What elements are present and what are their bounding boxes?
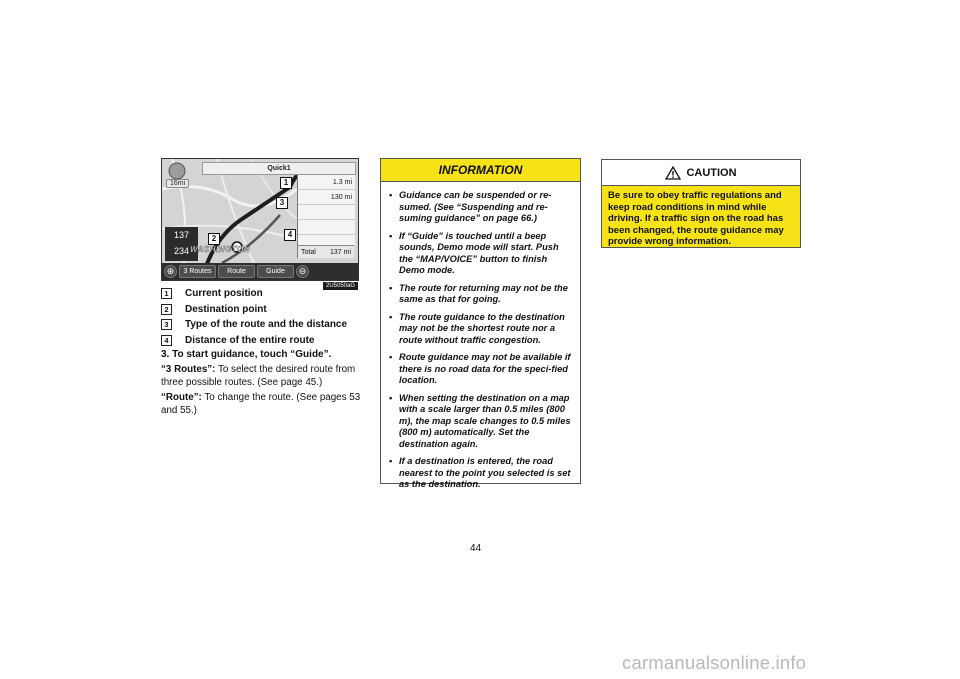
route-title-bar: Quick1 bbox=[202, 162, 356, 175]
screen-button-bar bbox=[162, 263, 358, 280]
route-distance-row bbox=[298, 205, 355, 220]
legend-item bbox=[161, 317, 361, 333]
legend-number: 4 bbox=[161, 335, 172, 346]
callout-3: 3 bbox=[276, 197, 288, 209]
speed-panel: 137 234 bbox=[165, 227, 198, 261]
route-distance-row bbox=[298, 220, 355, 235]
legend-label: Current position bbox=[185, 288, 263, 300]
city-label: WASHINGTON bbox=[190, 245, 250, 254]
3-routes-description: “3 Routes”: To select the desired route from three possible routes. (See page 45.) bbox=[161, 364, 356, 388]
page-number: 44 bbox=[470, 543, 482, 554]
caution-box bbox=[601, 159, 801, 248]
list-item: • If a destination is entered, the road nearest to the point you selected is set as the destination. bbox=[389, 456, 571, 489]
bullet-icon: • bbox=[389, 311, 393, 322]
image-code: 2U5050aG bbox=[323, 282, 358, 290]
route-description: “Route”: To change the route. (See pages 53 and 55.) bbox=[161, 392, 361, 416]
legend-number: 3 bbox=[161, 319, 172, 330]
legend-label: Type of the route and the distance bbox=[185, 319, 348, 331]
navigation-screen-image bbox=[161, 158, 359, 281]
list-item: • Guidance can be suspended or re-sumed. (See “Suspending and re-suming guidance” on page 66.) bbox=[389, 190, 552, 223]
list-item: • When setting the destination on a map with a scale larger than 0.5 miles (800 m), the map scale changes to 0.5 miles (800 m) automatically. Set the destination again. bbox=[389, 392, 571, 449]
list-item: • If “Guide” is touched until a beep sounds, Demo mode will start. Push the “MAP/VOICE” button to finish Demo mode. bbox=[389, 230, 559, 275]
information-title: INFORMATION bbox=[381, 159, 580, 182]
legend-item bbox=[161, 333, 361, 349]
bullet-icon: • bbox=[389, 352, 393, 362]
route-distance-row: 1.3 mi bbox=[298, 175, 355, 190]
list-item: • The route for returning may not be the same as that for going. bbox=[389, 282, 568, 304]
legend-number: 1 bbox=[161, 288, 172, 299]
legend-number: 2 bbox=[161, 304, 172, 315]
bullet-icon: • bbox=[389, 392, 393, 403]
route-distance-panel bbox=[297, 175, 355, 245]
guide-button[interactable]: Guide bbox=[257, 265, 294, 278]
legend-label: Destination point bbox=[185, 303, 267, 315]
bullet-icon: • bbox=[389, 456, 393, 466]
legend-item bbox=[161, 286, 361, 302]
zoom-in-button[interactable]: ⊕ bbox=[164, 265, 177, 278]
callout-4: 4 bbox=[284, 229, 296, 241]
caution-header bbox=[602, 160, 800, 186]
legend-list bbox=[161, 286, 361, 348]
total-distance: Total 137 mi bbox=[297, 245, 354, 258]
bullet-icon: • bbox=[389, 190, 393, 200]
list-item: • The route guidance to the destination may not be the shortest route nor a route without traffic congestion. bbox=[389, 311, 565, 345]
warning-triangle-icon bbox=[665, 166, 681, 180]
3-routes-button[interactable]: 3 Routes bbox=[179, 265, 216, 278]
legend-item bbox=[161, 302, 361, 318]
caution-title: CAUTION bbox=[686, 166, 737, 179]
bullet-icon: • bbox=[389, 282, 393, 293]
map-scale: 16mi bbox=[166, 179, 189, 188]
caution-text: Be sure to obey traffic regulations and keep road conditions in mind while driving. If a traffic sign on the road has been changed, the route guidance may provide wrong information. bbox=[608, 190, 784, 248]
route-button[interactable]: Route bbox=[218, 265, 255, 278]
callout-1: 1 bbox=[280, 177, 292, 189]
list-item: • Route guidance may not be available if there is no road data for the speci-fied location. bbox=[389, 352, 571, 385]
information-box bbox=[380, 158, 581, 489]
route-distance-row: 130 mi bbox=[298, 190, 355, 205]
bullet-icon: • bbox=[389, 230, 393, 241]
callout-2: 2 bbox=[208, 233, 220, 245]
footer-watermark: carmanualsonline.info bbox=[622, 652, 807, 673]
step-3-instruction: 3. To start guidance, touch “Guide”. bbox=[161, 349, 332, 360]
information-list bbox=[381, 182, 580, 491]
legend-label: Distance of the entire route bbox=[185, 334, 315, 346]
zoom-out-button[interactable]: ⊖ bbox=[296, 265, 309, 278]
